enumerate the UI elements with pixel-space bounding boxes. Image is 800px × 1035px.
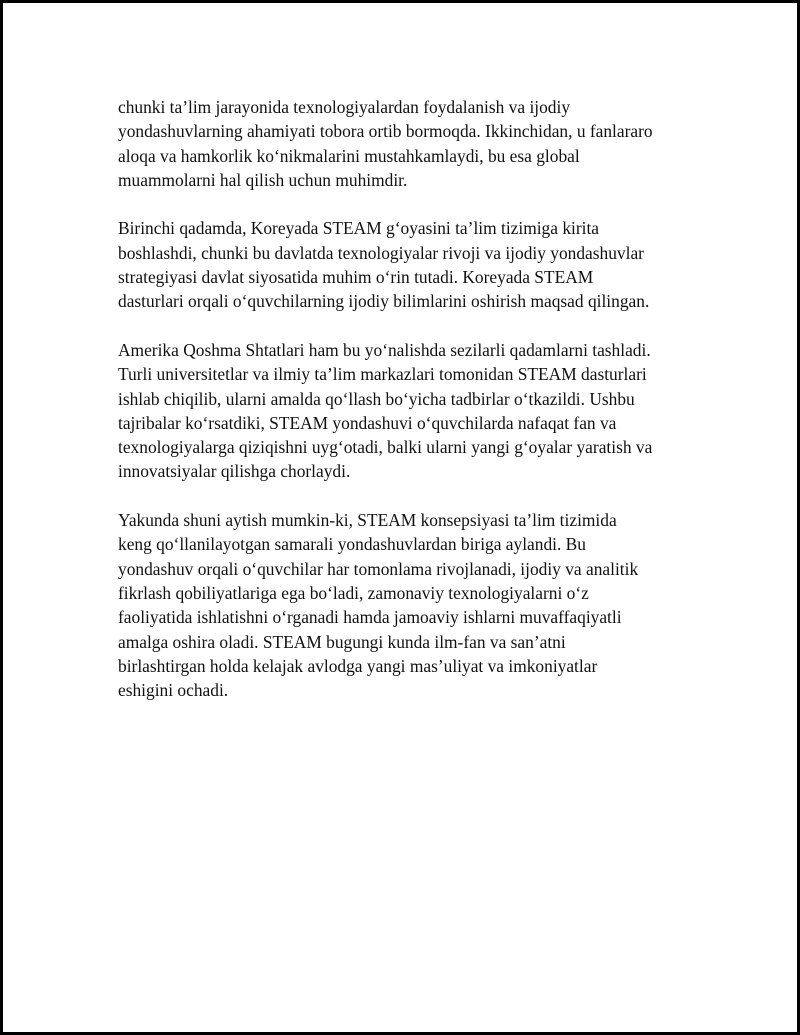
paragraph-2: Birinchi qadamda, Koreyada STEAM gʻoyasini ta’lim tizimiga kirita boshlashdi, chunki bu davlatda texnologiyalar rivoji va ijodiy yondashuvlar strategiyasi davlat siyosatida muhim oʻrin tutadi. Koreyada STEAM dasturlari orqali oʻquvchilarning ijodiy bilimlarini oshirish maqsad qilingan. bbox=[118, 218, 650, 312]
paragraph-1: chunki ta’lim jarayonida texnologiyalardan foydalanish va ijodiy yondashuvlarning ahamiyati tobora ortib bormoqda. Ikkinchidan, u fanlararo aloqa va hamkorlik koʻnikmalarini mustahkamlaydi, bu esa global muammolarni hal qilish uchun muhimdir. bbox=[118, 97, 653, 190]
document-body bbox=[118, 95, 708, 727]
paragraph-4: Yakunda shuni aytish mumkin-ki, STEAM konsepsiyasi ta’lim tizimida keng qoʻllanilayotgan samarali yondashuvlardan biriga aylandi. Bu yondashuv orqali oʻquvchilar har tomonlama rivojlanadi, ijodiy va analitik fikrlash qobiliyatlariga ega boʻladi, zamonaviy texnologiyalarni oʻz faoliyatida ishlatishni oʻrganadi hamda jamoaviy ishlarni muvaffaqiyatli amalga oshira oladi. STEAM bugungi kunda ilm-fan va san’atni birlashtirgan holda kelajak avlodga yangi mas’uliyat va imkoniyatlar eshigini ochadi. bbox=[118, 510, 639, 701]
paragraph-3: Amerika Qoshma Shtatlari ham bu yoʻnalishda sezilarli qadamlarni tashladi. Turli universitetlar va ilmiy ta’lim markazlari tomonidan STEAM dasturlari ishlab chiqilib, ularni amalda qoʻllash boʻyicha tadbirlar oʻtkazildi. Ushbu tajribalar koʻrsatdiki, STEAM yondashuvi oʻquvchilarda nafaqat fan va texnologiyalarga qiziqishni uygʻotadi, balki ularni yangi gʻoyalar yaratish va innovatsiyalar qilishga chorlaydi. bbox=[118, 339, 653, 482]
